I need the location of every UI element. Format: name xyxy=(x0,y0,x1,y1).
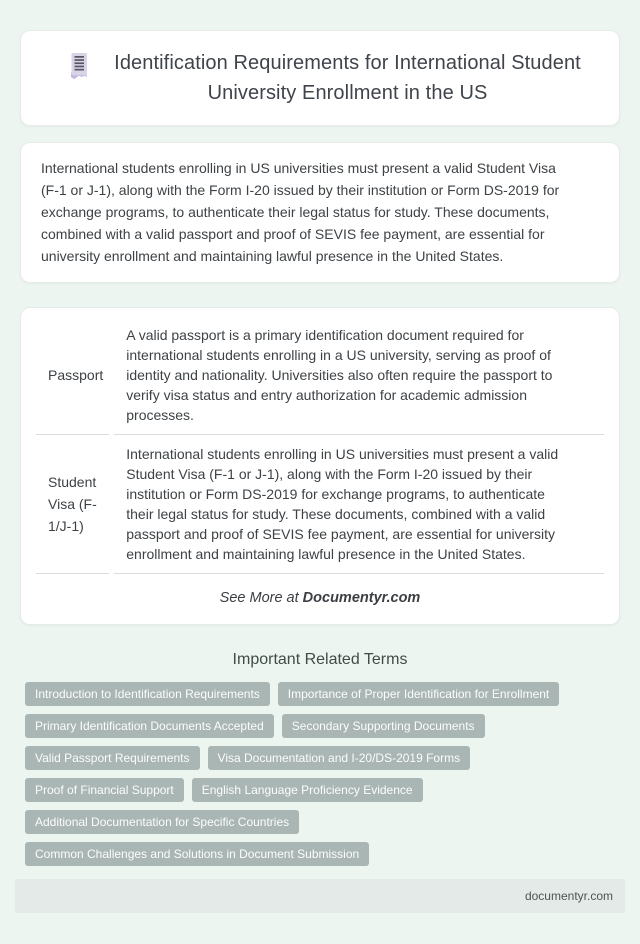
table-row xyxy=(36,316,604,435)
see-more-site-name: Documentyr.com xyxy=(302,590,421,606)
see-more-prefix: See More at xyxy=(219,590,303,606)
term-tag[interactable]: Secondary Supporting Documents xyxy=(282,714,485,738)
footer-bar xyxy=(15,879,625,913)
term-tag[interactable]: Introduction to Identification Requirements xyxy=(25,682,270,706)
term-label: Student Visa (F-1/J-1) xyxy=(36,435,109,574)
term-tag[interactable]: Primary Identification Documents Accepted xyxy=(25,714,274,738)
tag-row xyxy=(25,810,615,834)
see-more-line xyxy=(31,590,609,606)
footer-site-name: documentyr.com xyxy=(524,889,613,903)
tag-row xyxy=(25,746,615,770)
term-tag[interactable]: Additional Documentation for Specific Countries xyxy=(25,810,299,834)
related-terms-heading: Important Related Terms xyxy=(232,651,408,668)
title-card xyxy=(20,30,620,126)
intro-paragraph: International students enrolling in US universities must present a valid Student Visa (F-1 or J-1), along with the Form I-20 issued by their institution or Form DS-2019 for exchange programs, to authenticate their legal status for study. These documents, combined with a valid passport and proof of SEVIS fee payment, are essential for university enrollment and maintaining lawful presence in the United States. xyxy=(41,160,560,264)
tag-row xyxy=(25,682,615,706)
tag-row xyxy=(25,778,615,802)
tag-row xyxy=(25,714,615,738)
term-tag[interactable]: Proof of Financial Support xyxy=(25,778,184,802)
receipt-icon xyxy=(67,52,90,85)
term-tag[interactable]: Importance of Proper Identification for Enrollment xyxy=(278,682,559,706)
term-definition: International students enrolling in US universities must present a valid Student Visa (F-1 or J-1), along with the Form I-20 issued by their institution or Form DS-2019 for exchange programs, to authenticate their legal status for study. These documents, combined with a valid passport and proof of SEVIS fee payment, are essential for university enrollment and maintaining lawful presence in the United States. xyxy=(114,435,604,574)
intro-card xyxy=(20,142,620,283)
table-row xyxy=(36,435,604,574)
term-tag[interactable]: Valid Passport Requirements xyxy=(25,746,200,770)
term-tag[interactable]: English Language Proficiency Evidence xyxy=(192,778,423,802)
term-tag[interactable]: Visa Documentation and I-20/DS-2019 Forms xyxy=(208,746,471,770)
term-tag[interactable]: Common Challenges and Solutions in Document Submission xyxy=(25,842,369,866)
page-title: Identification Requirements for International Student University Enrollment in the US xyxy=(114,52,581,104)
term-label: Passport xyxy=(36,316,109,435)
related-terms-tags xyxy=(0,682,640,866)
tag-row xyxy=(25,842,615,866)
definition-table-card xyxy=(20,307,620,625)
term-definition: A valid passport is a primary identification document required for international students enrolling in a US university, serving as proof of identity and nationality. Universities also often require the passport to verify visa status and entry authorization for academic admission processes. xyxy=(114,316,604,435)
definition-table xyxy=(31,316,609,574)
